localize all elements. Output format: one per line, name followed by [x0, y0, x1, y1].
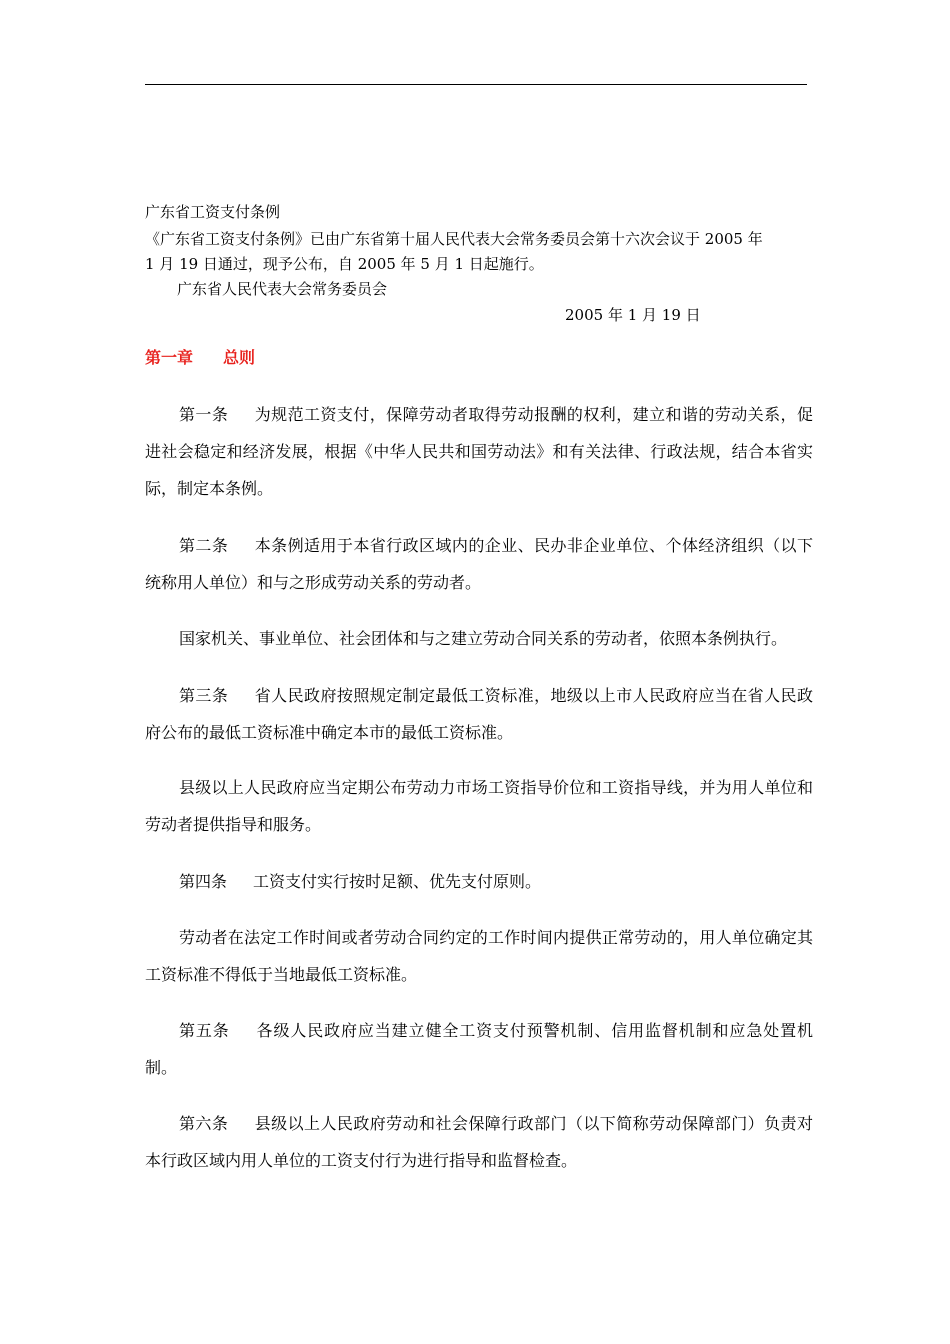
announcement-line-1: 《广东省工资支付条例》已由广东省第十届人民代表大会常务委员会第十六次会议于 2005 年 — [145, 230, 763, 248]
article-number: 第二条 — [179, 536, 229, 555]
article-text: 工资支付实行按时足额、优先支付原则。 — [253, 872, 542, 891]
article-text: 各级人民政府应当建立健全工资支付预警机制、信用监督机制和应急处置机制。 — [145, 1021, 813, 1077]
article-2 — [145, 527, 813, 601]
chapter-heading — [145, 345, 255, 371]
article-3-paragraph-2 — [145, 769, 813, 843]
article-1 — [145, 396, 813, 507]
issue-date: 2005 年 1 月 19 日 — [565, 306, 701, 324]
article-2-paragraph-2 — [145, 620, 813, 657]
header-rule — [145, 84, 807, 85]
article-text: 县级以上人民政府劳动和社会保障行政部门（以下简称劳动保障部门）负责对本行政区域内用人单位的工资支付行为进行指导和监督检查。 — [145, 1114, 813, 1170]
article-text: 劳动者在法定工作时间或者劳动合同约定的工作时间内提供正常劳动的，用人单位确定其工资标准不得低于当地最低工资标准。 — [145, 928, 813, 984]
article-5 — [145, 1012, 813, 1086]
article-number: 第六条 — [179, 1114, 229, 1133]
article-number: 第三条 — [179, 686, 229, 705]
article-number: 第一条 — [179, 405, 229, 424]
chapter-title: 总则 — [223, 348, 256, 367]
article-number: 第五条 — [179, 1021, 230, 1040]
article-4 — [145, 863, 813, 900]
article-text: 为规范工资支付，保障劳动者取得劳动报酬的权利，建立和谐的劳动关系，促进社会稳定和经济发展，根据《中华人民共和国劳动法》和有关法律、行政法规，结合本省实际，制定本条例。 — [145, 405, 813, 498]
article-text: 国家机关、事业单位、社会团体和与之建立劳动合同关系的劳动者，依照本条例执行。 — [179, 629, 788, 648]
announcement-line-2: 1 月 19 日通过，现予公布，自 2005 年 5 月 1 日起施行。 — [145, 255, 544, 273]
article-text: 本条例适用于本省行政区域内的企业、民办非企业单位、个体经济组织（以下统称用人单位）和与之形成劳动关系的劳动者。 — [145, 536, 813, 592]
article-4-paragraph-2 — [145, 919, 813, 993]
article-text: 省人民政府按照规定制定最低工资标准，地级以上市人民政府应当在省人民政府公布的最低工资标准中确定本市的最低工资标准。 — [145, 686, 813, 742]
regulation-title: 广东省工资支付条例 — [145, 203, 281, 221]
article-number: 第四条 — [179, 872, 228, 891]
chapter-number: 第一章 — [145, 348, 194, 367]
issuer: 广东省人民代表大会常务委员会 — [177, 280, 388, 298]
article-3 — [145, 677, 813, 751]
article-6 — [145, 1105, 813, 1179]
article-text: 县级以上人民政府应当定期公布劳动力市场工资指导价位和工资指导线，并为用人单位和劳动者提供指导和服务。 — [145, 778, 813, 834]
